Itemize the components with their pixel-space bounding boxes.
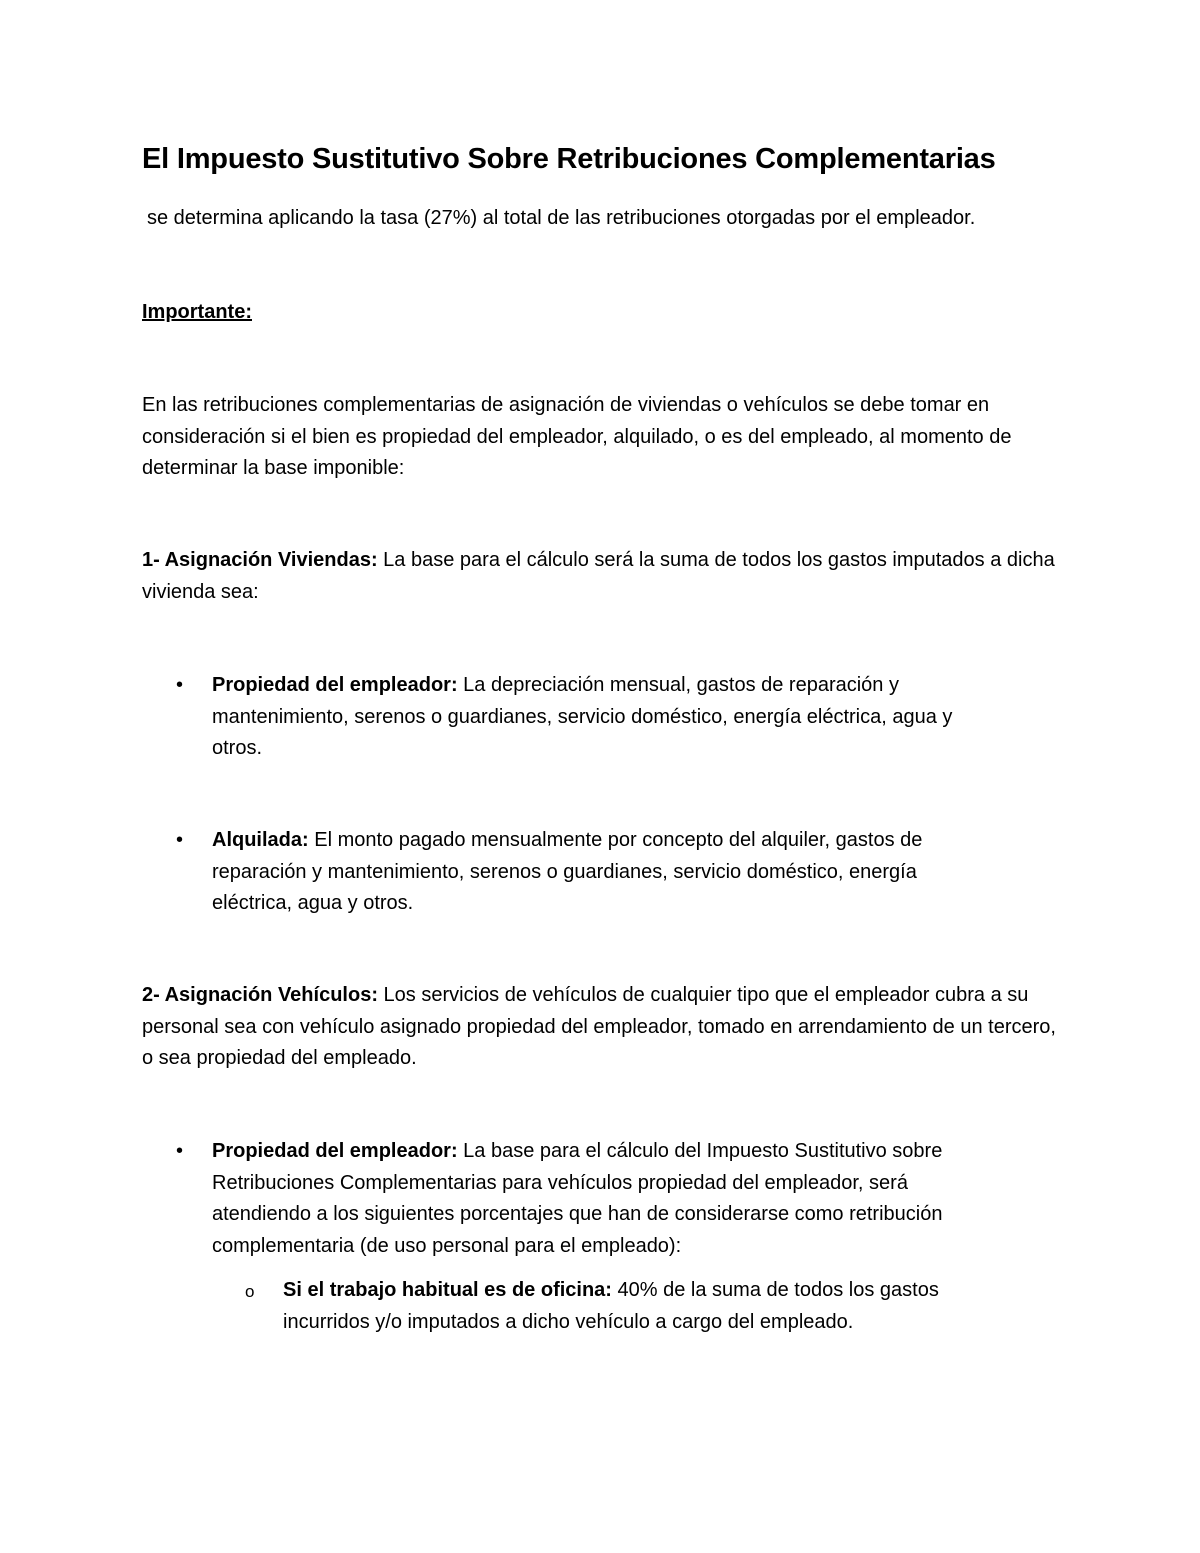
list-item-vehicle-owned xyxy=(176,1136,1002,1262)
subitem-label: Si el trabajo habitual es de oficina: xyxy=(283,1279,612,1301)
item-label: Propiedad del empleador: xyxy=(212,674,458,696)
section-housing-text: La base para el cálculo será la suma de todos los gastos imputados a dicha vivienda sea: xyxy=(142,549,1055,603)
bullet-icon: • xyxy=(176,829,184,851)
list-item-housing-rented xyxy=(176,825,1002,920)
section-vehicles xyxy=(142,980,1060,1075)
section-vehicles-text: Los servicios de vehículos de cualquier tipo que el empleador cubra a su personal sea con vehículo asignado propiedad del empleador, tomado en arrendamiento de un tercero, o sea propiedad del empleado. xyxy=(142,984,1056,1069)
item-text: El monto pagado mensualmente por concepto del alquiler, gastos de reparación y mantenimiento, serenos o guardianes, servicio doméstico, energía eléctrica, agua y otros. xyxy=(212,829,923,914)
tax-rate-description: se determina aplicando la tasa (27%) al total de las retribuciones otorgadas por el empleador. xyxy=(147,207,976,229)
item-label: Alquilada: xyxy=(212,829,309,851)
list-item-housing-owned xyxy=(176,670,1002,765)
item-text: La depreciación mensual, gastos de reparación y mantenimiento, serenos o guardianes, servicio doméstico, energía eléctrica, agua y otros. xyxy=(212,674,953,759)
bullet-icon: • xyxy=(176,674,184,696)
subitem-text: 40% de la suma de todos los gastos incurridos y/o imputados a dicho vehículo a cargo del empleado. xyxy=(283,1279,939,1333)
bullet-icon: • xyxy=(176,1140,184,1162)
sub-list-item-office-work xyxy=(245,1275,1003,1338)
circle-bullet-icon: o xyxy=(245,1282,255,1301)
item-label: Propiedad del empleador: xyxy=(212,1140,458,1162)
section-housing-heading: 1- Asignación Viviendas: xyxy=(142,549,378,571)
item-text: La base para el cálculo del Impuesto Sustitutivo sobre Retribuciones Complementarias para vehículos propiedad del empleador, será atendiendo a los siguientes porcentajes que han de considerarse como retribución complementaria (de uso personal para el empleado): xyxy=(212,1140,943,1257)
document-title: El Impuesto Sustitutivo Sobre Retribuciones Complementarias xyxy=(142,143,996,175)
section-housing xyxy=(142,545,1060,608)
section-vehicles-heading: 2- Asignación Vehículos: xyxy=(142,984,378,1006)
intro-paragraph: En las retribuciones complementarias de asignación de viviendas o vehículos se debe tomar en consideración si el bien es propiedad del empleador, alquilado, o es del empleado, al momento de determinar la base imponible: xyxy=(142,394,1012,479)
important-label: Importante: xyxy=(142,301,252,323)
